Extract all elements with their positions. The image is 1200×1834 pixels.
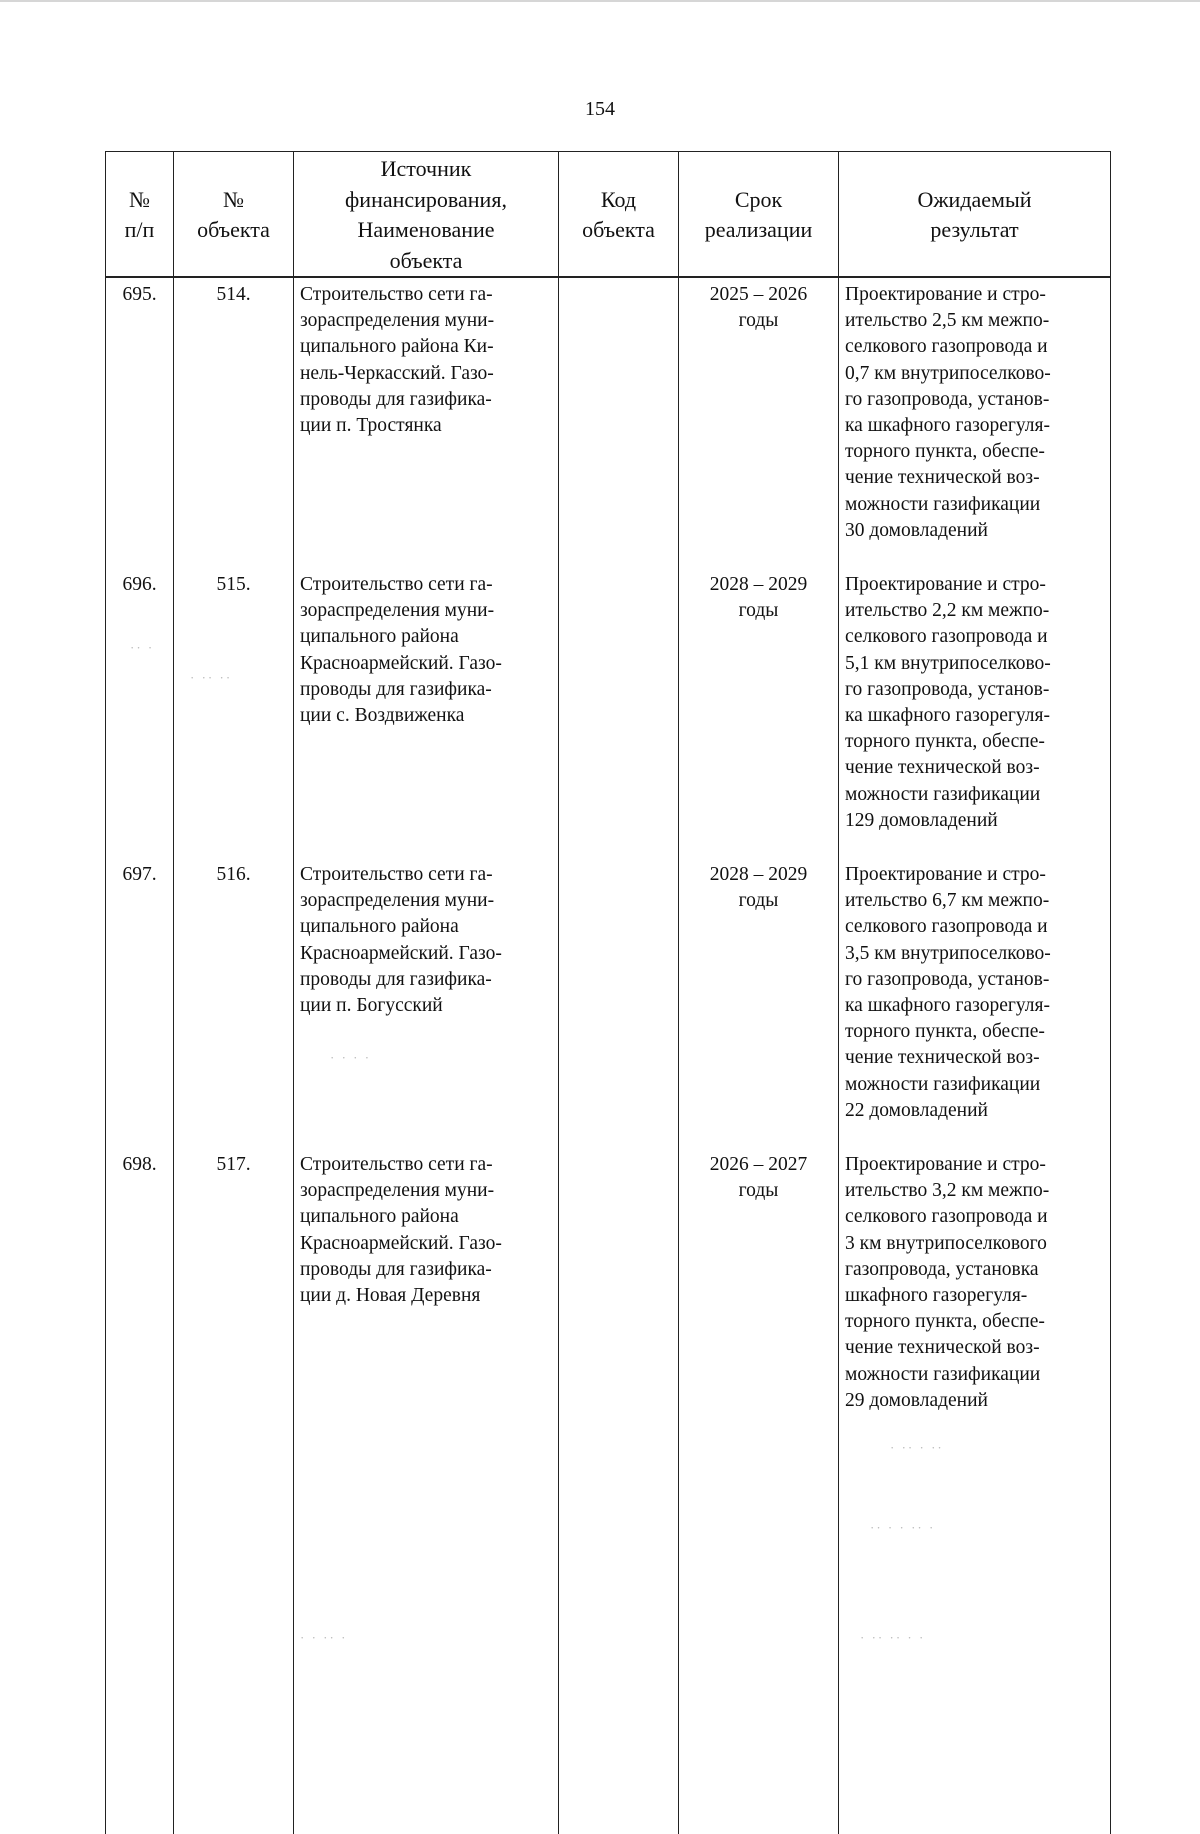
expected-result [839, 1148, 1111, 1834]
scan-noise: · · · · [330, 1050, 372, 1065]
scan-noise: · · ·· · [300, 1630, 348, 1645]
financing-table [105, 151, 1111, 1834]
scan-noise: · ·· ·· · · [860, 1630, 926, 1645]
scan-noise: ·· · [130, 640, 155, 655]
text-line: го газопровода, установ- [845, 678, 1050, 700]
text-line: зораспределения муни- [300, 600, 495, 622]
implementation-period [679, 277, 839, 568]
text-line: торного пункта, обеспе- [845, 731, 1045, 753]
text-line: Строительство сети га- [300, 574, 493, 595]
text-line: 5,1 км внутрипоселково- [845, 652, 1051, 674]
row-number: 697. [106, 858, 174, 1148]
text-line: п/п [124, 217, 155, 242]
object-code [559, 277, 679, 568]
text-line: селкового газопровода и [845, 1206, 1048, 1228]
text-line: селкового газопровода и [845, 916, 1048, 938]
object-code [559, 858, 679, 1148]
text-line: проводы для газифика- [300, 968, 492, 990]
text-line: можности газификации [845, 1073, 1041, 1095]
text-line: зораспределения муни- [300, 890, 495, 912]
text-line: объекта [582, 217, 655, 242]
text-line: объекта [389, 247, 463, 273]
text-line: ции п. Тростянка [300, 415, 442, 437]
object-number: 516. [174, 858, 294, 1148]
text-line: ительство 6,7 км межпо- [845, 890, 1050, 912]
text-line: 2028 – 2029 [709, 864, 808, 885]
text-line: № [223, 186, 244, 212]
text-line: ка шкафного газорегуля- [845, 995, 1050, 1017]
header-object-number [174, 152, 294, 278]
text-line: чение технической воз- [845, 1047, 1040, 1069]
text-line: № [129, 186, 150, 212]
text-line: Красноармейский. Газо- [300, 942, 502, 964]
text-line: чение технической воз- [845, 467, 1040, 489]
text-line: селкового газопровода и [845, 626, 1048, 648]
text-line: 30 домовладений [845, 519, 988, 541]
text-line: годы [738, 310, 779, 332]
row-number: 695. [106, 277, 174, 568]
scan-noise: · ·· · ·· [890, 1440, 944, 1455]
text-line: можности газификации [845, 783, 1041, 805]
row-number: 698. [106, 1148, 174, 1834]
text-line: проводы для газифика- [300, 1258, 492, 1280]
text-line: годы [738, 890, 779, 912]
scan-edge [0, 0, 1200, 2]
text-line: ципального района [300, 1206, 459, 1228]
text-line: 22 домовладений [845, 1099, 988, 1121]
object-name [294, 858, 559, 1148]
text-line: Ожидаемый [917, 186, 1032, 212]
header-source-name [294, 152, 559, 278]
text-line: Источник [380, 156, 472, 181]
text-line: нель-Черкасский. Газо- [300, 362, 494, 384]
object-name [294, 568, 559, 858]
text-line: 2025 – 2026 [709, 284, 808, 305]
implementation-period [679, 1148, 839, 1834]
text-line: годы [738, 600, 779, 622]
table-row [106, 858, 1111, 1148]
table-header-row [106, 152, 1111, 278]
object-number: 517. [174, 1148, 294, 1834]
text-line: Красноармейский. Газо- [300, 652, 502, 674]
text-line: го газопровода, установ- [845, 388, 1050, 410]
text-line: Проектирование и стро- [845, 1154, 1046, 1175]
text-line: Проектирование и стро- [845, 574, 1046, 595]
text-line: торного пункта, обеспе- [845, 1021, 1045, 1043]
text-line: годы [738, 1180, 779, 1202]
text-line: ительство 2,2 км межпо- [845, 600, 1050, 622]
text-line: 2026 – 2027 [709, 1154, 808, 1175]
scan-noise: ·· · · ·· · [870, 1520, 936, 1535]
header-expected-result [839, 152, 1111, 278]
text-line: Проектирование и стро- [845, 864, 1046, 885]
table-row [106, 1148, 1111, 1834]
text-line: чение технической воз- [845, 1337, 1040, 1359]
text-line: ции д. Новая Деревня [300, 1285, 481, 1307]
text-line: 29 домовладений [845, 1389, 988, 1411]
text-line: финансирования, [345, 186, 507, 212]
text-line: результат [930, 217, 1019, 242]
text-line: чение технической воз- [845, 757, 1040, 779]
text-line: Строительство сети га- [300, 1154, 493, 1175]
implementation-period [679, 568, 839, 858]
text-line: можности газификации [845, 1363, 1041, 1385]
implementation-period [679, 858, 839, 1148]
text-line: ципального района [300, 626, 459, 648]
text-line: ка шкафного газорегуля- [845, 705, 1050, 727]
text-line: Наименование [357, 217, 495, 242]
text-line: ции с. Воздвиженка [300, 705, 465, 727]
expected-result [839, 858, 1111, 1148]
text-line: Проектирование и стро- [845, 284, 1046, 305]
text-line: 0,7 км внутрипоселково- [845, 362, 1051, 384]
table-row [106, 277, 1111, 568]
text-line: селкового газопровода и [845, 336, 1048, 358]
object-code [559, 1148, 679, 1834]
header-row-number [106, 152, 174, 278]
text-line: Строительство сети га- [300, 284, 493, 305]
text-line: можности газификации [845, 493, 1041, 515]
text-line: 3,5 км внутрипоселково- [845, 942, 1051, 964]
text-line: зораспределения муни- [300, 1180, 495, 1202]
text-line: торного пункта, обеспе- [845, 441, 1045, 463]
text-line: ка шкафного газорегуля- [845, 415, 1050, 437]
text-line: реализации [704, 217, 813, 242]
text-line: проводы для газифика- [300, 388, 492, 410]
object-name [294, 277, 559, 568]
scan-noise: · ·· ·· [190, 670, 233, 685]
text-line: 3 км внутрипоселкового [845, 1232, 1047, 1254]
expected-result [839, 568, 1111, 858]
text-line: 129 домовладений [845, 809, 998, 831]
text-line: газопровода, установка [845, 1258, 1039, 1280]
text-line: шкафного газорегуля- [845, 1285, 1028, 1307]
header-object-code [559, 152, 679, 278]
text-line: Красноармейский. Газо- [300, 1232, 502, 1254]
text-line: ципального района Ки- [300, 336, 494, 358]
object-name [294, 1148, 559, 1834]
object-number: 514. [174, 277, 294, 568]
text-line: Строительство сети га- [300, 864, 493, 885]
object-number: 515. [174, 568, 294, 858]
text-line: 2028 – 2029 [709, 574, 808, 595]
text-line: ции п. Богусский [300, 995, 443, 1017]
text-line: ительство 2,5 км межпо- [845, 310, 1050, 332]
text-line: ительство 3,2 км межпо- [845, 1180, 1050, 1202]
table-row [106, 568, 1111, 858]
text-line: Срок [734, 186, 783, 212]
header-period [679, 152, 839, 278]
text-line: Код [600, 186, 637, 212]
text-line: объекта [197, 217, 270, 242]
text-line: зораспределения муни- [300, 310, 495, 332]
text-line: проводы для газифика- [300, 678, 492, 700]
text-line: го газопровода, установ- [845, 968, 1050, 990]
object-code [559, 568, 679, 858]
text-line: торного пункта, обеспе- [845, 1311, 1045, 1333]
text-line: ципального района [300, 916, 459, 938]
row-number: 696. [106, 568, 174, 858]
expected-result [839, 277, 1111, 568]
page-number: 154 [585, 98, 615, 120]
